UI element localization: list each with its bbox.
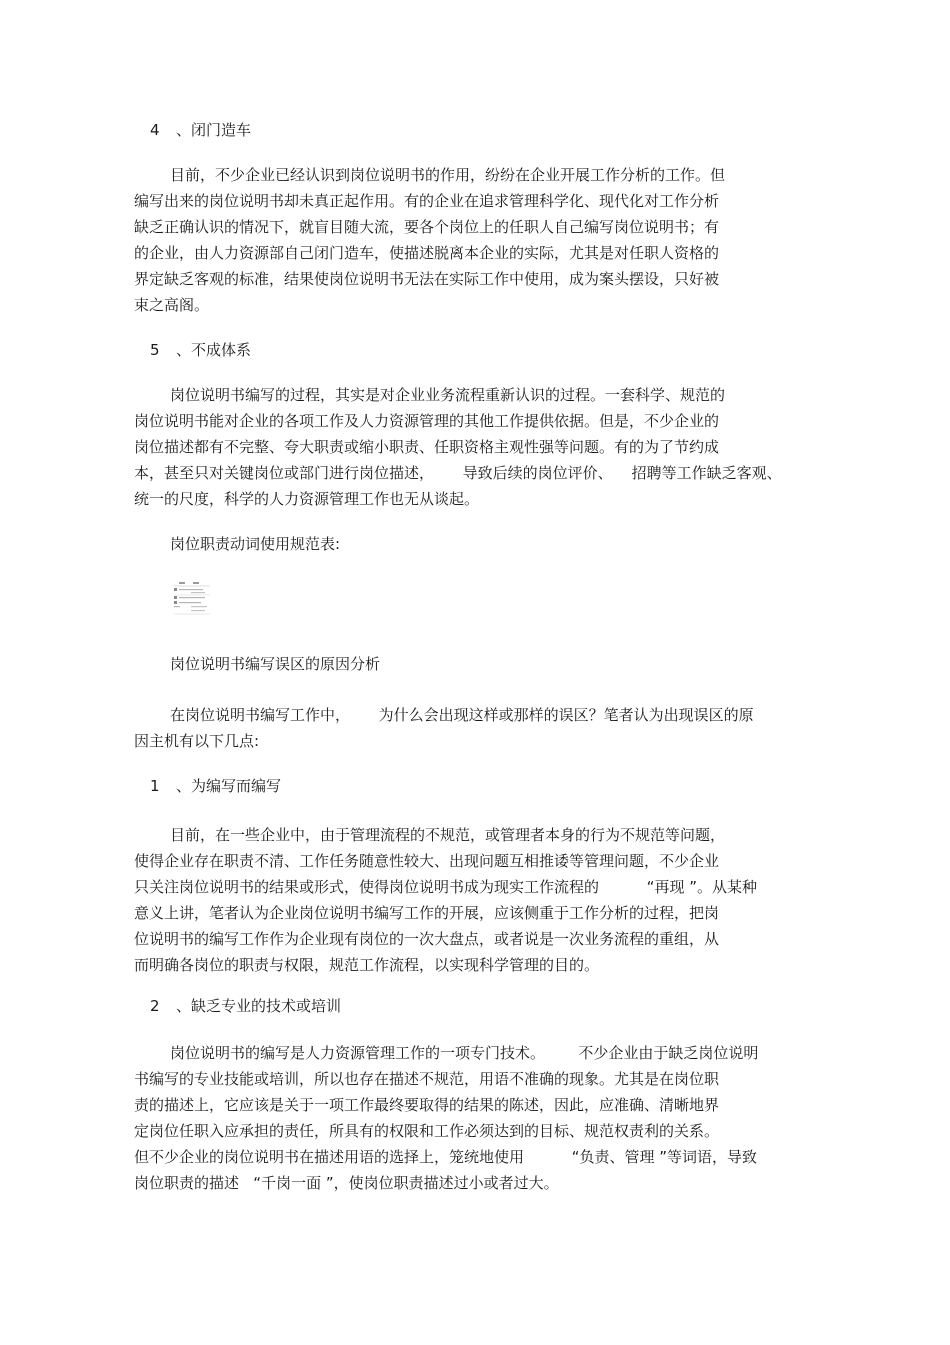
table-thumbnail-image	[173, 581, 211, 617]
section-number: 4	[150, 121, 160, 139]
paragraph-line: 岗位说明书的编写是人力资源管理工作的一项专门技术。 不少企业由于缺乏岗位说明	[170, 1044, 759, 1062]
section-title: 、为编写而编写	[176, 777, 282, 795]
paragraph-line: 只关注岗位说明书的结果或形式，使得岗位说明书成为现实工作流程的 “再现 ”。从某种	[134, 878, 757, 896]
paragraph-line: 目前，在一些企业中，由于管理流程的不规范，或管理者本身的行为不规范等问题，	[170, 826, 726, 844]
paragraph-line: 缺乏正确认识的情况下，就盲目随大流，要各个岗位上的任职人自己编写岗位说明书；有	[134, 218, 720, 236]
cause-heading-1	[150, 776, 281, 796]
paragraph-line: 意义上讲，笔者认为企业岗位说明书编写工作的开展，应该侧重于工作分析的过程，把岗	[134, 904, 720, 922]
paragraph-no-system	[134, 382, 814, 512]
paragraph-intro	[134, 702, 814, 754]
paragraph-line: 岗位描述都有不完整、夸大职责或缩小职责、任职资格主观性强等问题。有的为了节约成	[134, 438, 720, 456]
cause-heading-2	[150, 996, 341, 1016]
paragraph-line: 界定缺乏客观的标准，结果使岗位说明书无法在实际工作中使用，成为案头摆设，只好被	[134, 270, 720, 288]
section-heading-5	[150, 340, 251, 360]
paragraph-line: 岗位说明书能对企业的各项工作及人力资源管理的其他工作提供依据。但是，不少企业的	[134, 412, 720, 430]
table-caption: 岗位职责动词使用规范表:	[170, 535, 341, 553]
analysis-title: 岗位说明书编写误区的原因分析	[170, 655, 381, 673]
paragraph-line: 在岗位说明书编写工作中， 为什么会出现这样或那样的误区？笔者认为出现误区的原	[170, 706, 754, 724]
section-number: 5	[150, 341, 160, 359]
paragraph-line: 书编写的专业技能或培训，所以也存在描述不规范，用语不准确的现象。尤其是在岗位职	[134, 1070, 720, 1088]
paragraph-line: 定岗位任职入应承担的责任，所具有的权限和工作必须达到的目标、规范权责利的关系。	[134, 1122, 720, 1140]
paragraph-line: 责的描述上，它应该是关于一项工作最终要取得的结果的陈述，因此，应准确、清晰地界	[134, 1096, 720, 1114]
paragraph-line: 编写出来的岗位说明书却未真正起作用。有的企业在追求管理科学化、现代化对工作分析	[134, 192, 720, 210]
section-title: 、不成体系	[176, 341, 252, 359]
paragraph-closed-door	[134, 162, 814, 318]
paragraph-line: 岗位说明书编写的过程，其实是对企业业务流程重新认识的过程。一套科学、规范的	[170, 386, 726, 404]
section-number: 2	[150, 997, 160, 1015]
paragraph-lack-of-expertise	[134, 1040, 814, 1196]
paragraph-line: 岗位职责的描述 “千岗一面 ”，使岗位职责描述过小或者过大。	[134, 1174, 559, 1192]
paragraph-line: 束之高阁。	[134, 296, 210, 314]
paragraph-writing-for-writing	[134, 822, 814, 978]
paragraph-line: 目前，不少企业已经认识到岗位说明书的作用，纷纷在企业开展工作分析的工作。但	[170, 166, 726, 184]
paragraph-line: 而明确各岗位的职责与权限，规范工作流程，以实现科学管理的目的。	[134, 956, 600, 974]
paragraph-line: 但不少企业的岗位说明书在描述用语的选择上，笼统地使用 “负责、管理 ”等词语，导致	[134, 1148, 757, 1166]
paragraph-line: 本，甚至只对关键岗位或部门进行岗位描述， 导致后续的岗位评价、 招聘等工作缺乏客观、	[134, 464, 782, 482]
paragraph-line: 统一的尺度，科学的人力资源管理工作也无从谈起。	[134, 490, 480, 508]
section-title: 、缺乏专业的技术或培训	[176, 997, 342, 1015]
paragraph-line: 因主机有以下几点:	[134, 732, 260, 750]
paragraph-line: 的企业，由人力资源部自己闭门造车，使描述脱离本企业的实际，尤其是对任职人资格的	[134, 244, 720, 262]
paragraph-line: 位说明书的编写工作作为企业现有岗位的一次大盘点，或者说是一次业务流程的重组，从	[134, 930, 720, 948]
section-title: 、闭门造车	[176, 121, 252, 139]
section-heading-4	[150, 120, 251, 140]
section-number: 1	[150, 777, 160, 795]
paragraph-line: 使得企业存在职责不清、工作任务随意性较大、出现问题互相推诿等管理问题，不少企业	[134, 852, 720, 870]
